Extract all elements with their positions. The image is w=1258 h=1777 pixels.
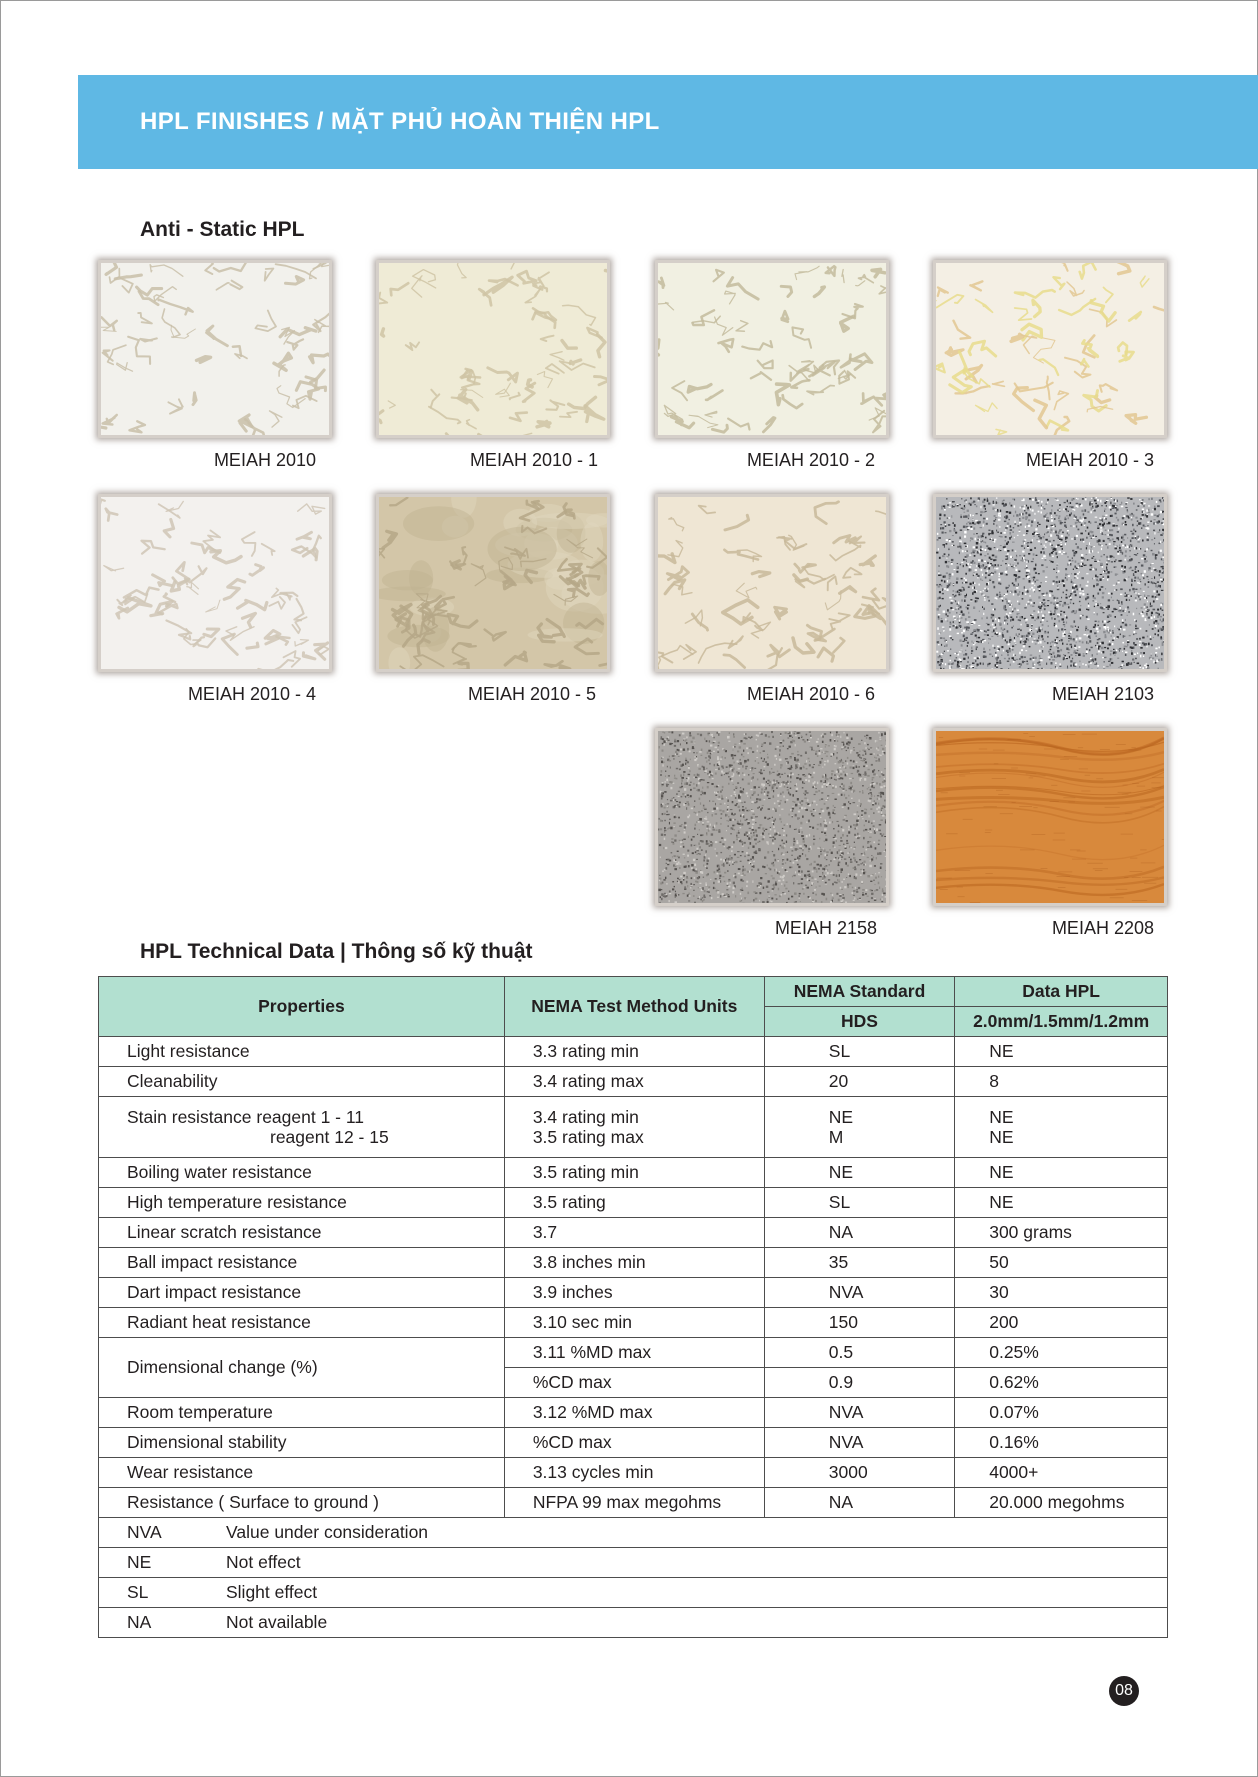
table-row [99,1037,1168,1067]
cell-standard-line: NE [828,1107,854,1127]
swatch-pattern [658,263,886,435]
cell-method: %CD max [504,1428,764,1458]
header-data: Data HPL [955,977,1168,1007]
swatch-caption: MEIAH 2010 - 1 [469,450,598,470]
cell-method: 3.7 [504,1218,764,1248]
swatch-meiah-2158[interactable] [655,728,889,906]
swatch-meiah-2010-3[interactable] [933,260,1167,438]
swatch-pattern [101,263,329,435]
cell-data: 8 [955,1067,1168,1097]
legend-meaning: Not available [226,1612,328,1632]
cell-property: Linear scratch resistance [99,1218,505,1248]
header-standard: NEMA Standard [764,977,954,1007]
legend-cell [99,1548,1168,1578]
cell-standard: SL [764,1188,954,1218]
legend-meaning: Value under consideration [226,1522,429,1542]
cell-data [955,1097,1168,1158]
swatch-meiah-2010-5[interactable] [376,494,610,672]
table-row [99,1248,1168,1278]
cell-standard: 3000 [764,1458,954,1488]
cell-method-subline: 3.5 rating max [532,1127,644,1147]
cell-standard: 35 [764,1248,954,1278]
cell-data: 30 [955,1278,1168,1308]
cell-property: Room temperature [99,1398,505,1428]
cell-property-subline: reagent 12 - 15 [270,1127,389,1147]
legend-meaning: Slight effect [226,1582,318,1602]
legend-abbr: NA [127,1612,152,1632]
cell-method: NFPA 99 max megohms [504,1488,764,1518]
technical-data-table [98,976,1168,1638]
swatch-caption: MEIAH 2010 [213,450,316,470]
header-properties: Properties [99,977,505,1037]
cell-method: 3.13 cycles min [504,1458,764,1488]
cell-standard [764,1097,954,1158]
cell-data: 4000+ [955,1458,1168,1488]
swatch-meiah-2208[interactable] [933,728,1167,906]
swatch-caption: MEIAH 2010 - 4 [187,684,316,704]
cell-property: Boiling water resistance [99,1158,505,1188]
cell-property: Wear resistance [99,1458,505,1488]
cell-method: 3.4 rating max [504,1067,764,1097]
cell-method: 3.9 inches [504,1278,764,1308]
table-row [99,1428,1168,1458]
table-row [99,1218,1168,1248]
page-title: HPL FINISHES / MẶT PHỦ HOÀN THIỆN HPL [140,108,660,135]
cell-standard-subline: M [828,1127,844,1147]
swatch-meiah-2010-1[interactable] [376,260,610,438]
cell-method: 3.10 sec min [504,1308,764,1338]
cell-method: %CD max [504,1368,764,1398]
swatch-meiah-2010-6[interactable] [655,494,889,672]
cell-data: 0.07% [955,1398,1168,1428]
cell-standard: NVA [764,1398,954,1428]
swatch-caption: MEIAH 2103 [1051,684,1154,704]
cell-property: Cleanability [99,1067,505,1097]
header-method: NEMA Test Method Units [504,977,764,1037]
legend-abbr: NVA [127,1522,162,1542]
swatch-pattern [936,497,1164,669]
swatch-meiah-2010-4[interactable] [98,494,332,672]
swatch-pattern [379,497,607,669]
cell-data-subline: NE [989,1127,1014,1147]
swatch-caption: MEIAH 2158 [774,918,877,938]
swatch-caption: MEIAH 2010 - 6 [746,684,875,704]
page-number: 08 [1109,1676,1139,1706]
swatch-caption: MEIAH 2208 [1051,918,1154,938]
cell-standard: SL [764,1037,954,1067]
table-row [99,1308,1168,1338]
table-row [99,1067,1168,1097]
cell-standard: 20 [764,1067,954,1097]
cell-data: 50 [955,1248,1168,1278]
cell-method: 3.8 inches min [504,1248,764,1278]
cell-standard: NA [764,1488,954,1518]
legend-meaning: Not effect [226,1552,301,1572]
legend-cell [99,1578,1168,1608]
table-row [99,1188,1168,1218]
cell-property: Resistance ( Surface to ground ) [99,1488,505,1518]
header-banner [78,75,1258,169]
table-row [99,1158,1168,1188]
cell-data: 0.25% [955,1338,1168,1368]
legend-row [99,1608,1168,1638]
legend-row [99,1548,1168,1578]
cell-standard: NVA [764,1428,954,1458]
table-row [99,1338,1168,1368]
cell-standard: 0.5 [764,1338,954,1368]
cell-method: 3.5 rating min [504,1158,764,1188]
swatch-meiah-2010-2[interactable] [655,260,889,438]
table-row [99,1278,1168,1308]
swatch-pattern [936,263,1164,435]
swatch-caption: MEIAH 2010 - 2 [746,450,875,470]
cell-data: 0.16% [955,1428,1168,1458]
header-data-sub: 2.0mm/1.5mm/1.2mm [955,1007,1168,1037]
cell-property-line: Stain resistance reagent 1 - 11 [127,1107,365,1127]
swatch-pattern [658,497,886,669]
cell-property: Radiant heat resistance [99,1308,505,1338]
cell-data: 20.000 megohms [955,1488,1168,1518]
cell-property: Light resistance [99,1037,505,1067]
cell-data: 300 grams [955,1218,1168,1248]
cell-method-line: 3.4 rating min [532,1107,639,1127]
cell-standard: 150 [764,1308,954,1338]
table-row [99,1488,1168,1518]
swatch-pattern [936,731,1164,903]
swatch-caption: MEIAH 2010 - 3 [1025,450,1154,470]
table-row [99,1097,1168,1158]
section-title-technical: HPL Technical Data | Thông số kỹ thuật [140,940,533,963]
swatch-pattern [658,731,886,903]
swatch-pattern [379,263,607,435]
cell-data: 0.62% [955,1368,1168,1398]
table-row [99,1458,1168,1488]
legend-abbr: SL [127,1582,149,1602]
legend-cell [99,1518,1168,1548]
legend-row [99,1578,1168,1608]
cell-method [504,1097,764,1158]
cell-data: NE [955,1188,1168,1218]
cell-method: 3.5 rating [504,1188,764,1218]
legend-cell [99,1608,1168,1638]
swatch-meiah-2103[interactable] [933,494,1167,672]
section-title-anti-static: Anti - Static HPL [140,218,305,241]
cell-property: Ball impact resistance [99,1248,505,1278]
legend-abbr: NE [127,1552,152,1572]
table-row [99,1398,1168,1428]
cell-property: High temperature resistance [99,1188,505,1218]
cell-data: 200 [955,1308,1168,1338]
cell-standard: NE [764,1158,954,1188]
swatch-meiah-2010[interactable] [98,260,332,438]
cell-data: NE [955,1037,1168,1067]
cell-method: 3.3 rating min [504,1037,764,1067]
cell-standard: 0.9 [764,1368,954,1398]
cell-data-line: NE [989,1107,1014,1127]
legend-row [99,1518,1168,1548]
cell-data: NE [955,1158,1168,1188]
cell-standard: NA [764,1218,954,1248]
cell-property [99,1097,505,1158]
cell-method: 3.12 %MD max [504,1398,764,1428]
swatch-pattern [101,497,329,669]
swatch-caption: MEIAH 2010 - 5 [467,684,596,704]
cell-property: Dimensional stability [99,1428,505,1458]
cell-property: Dart impact resistance [99,1278,505,1308]
cell-standard: NVA [764,1278,954,1308]
cell-method: 3.11 %MD max [504,1338,764,1368]
header-standard-sub: HDS [764,1007,954,1037]
cell-property: Dimensional change (%) [99,1338,505,1398]
